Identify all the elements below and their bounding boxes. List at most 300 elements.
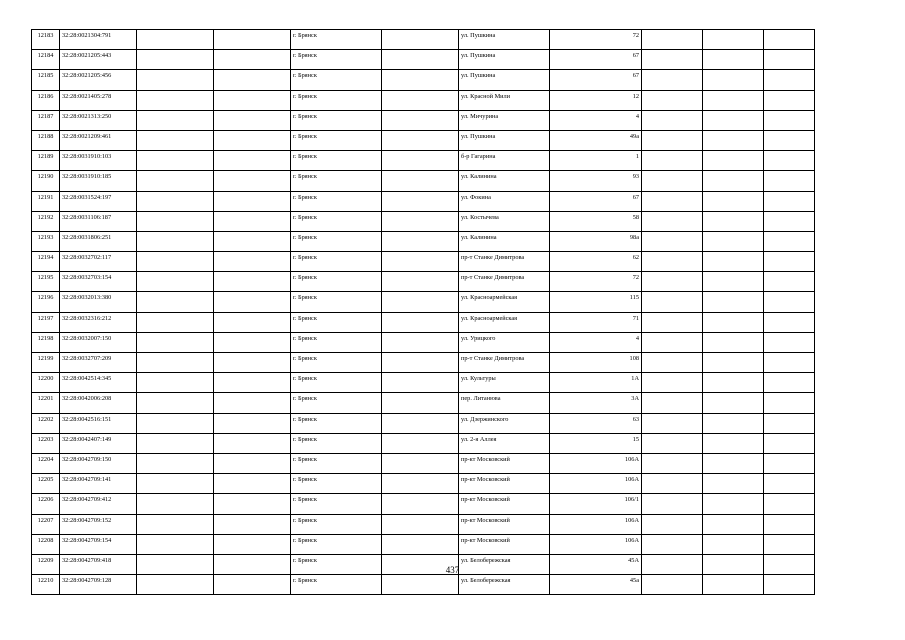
row-number-cell: 12194 (32, 252, 60, 272)
table-row (32, 151, 815, 171)
row-number-cell: 12185 (32, 70, 60, 90)
street-cell: ул. Урицкого (459, 332, 550, 352)
row-number-cell: 12196 (32, 292, 60, 312)
empty-cell (214, 312, 291, 332)
empty-cell (764, 494, 815, 514)
city-cell: г. Брянск (291, 413, 382, 433)
empty-cell (703, 453, 764, 473)
city-cell: г. Брянск (291, 433, 382, 453)
empty-cell (137, 453, 214, 473)
table-row (32, 393, 815, 413)
empty-cell (764, 474, 815, 494)
table-row (32, 575, 815, 595)
cadastral-number-cell: 32:28:0021313:250 (60, 110, 137, 130)
cadastral-number-cell: 32:28:0042006:208 (60, 393, 137, 413)
empty-cell (642, 393, 703, 413)
street-cell: пер. Литанюва (459, 393, 550, 413)
empty-cell (214, 474, 291, 494)
city-cell: г. Брянск (291, 30, 382, 50)
row-number-cell: 12198 (32, 332, 60, 352)
row-number-cell: 12210 (32, 575, 60, 595)
city-cell: г. Брянск (291, 70, 382, 90)
house-number-cell: 98а (550, 231, 642, 251)
empty-cell (382, 312, 459, 332)
empty-cell (214, 110, 291, 130)
empty-cell (703, 252, 764, 272)
cadastral-number-cell: 32:28:0042709:150 (60, 453, 137, 473)
street-cell: б-р Гагарина (459, 151, 550, 171)
city-cell: г. Брянск (291, 393, 382, 413)
cadastral-number-cell: 32:28:0031806:251 (60, 231, 137, 251)
empty-cell (764, 231, 815, 251)
cadastral-number-cell: 32:28:0042709:152 (60, 514, 137, 534)
empty-cell (137, 514, 214, 534)
empty-cell (214, 575, 291, 595)
cadastral-number-cell: 32:28:0021205:456 (60, 70, 137, 90)
cadastral-number-cell: 32:28:0042709:128 (60, 575, 137, 595)
empty-cell (382, 433, 459, 453)
row-number-cell: 12192 (32, 211, 60, 231)
empty-cell (137, 575, 214, 595)
empty-cell (703, 413, 764, 433)
empty-cell (642, 191, 703, 211)
empty-cell (764, 353, 815, 373)
empty-cell (137, 272, 214, 292)
empty-cell (137, 534, 214, 554)
empty-cell (703, 494, 764, 514)
empty-cell (214, 413, 291, 433)
empty-cell (137, 231, 214, 251)
table-row (32, 514, 815, 534)
city-cell: г. Брянск (291, 494, 382, 514)
table-row (32, 312, 815, 332)
empty-cell (382, 211, 459, 231)
empty-cell (137, 312, 214, 332)
empty-cell (137, 171, 214, 191)
table-row (32, 191, 815, 211)
empty-cell (703, 90, 764, 110)
street-cell: ул. Красной Мили (459, 90, 550, 110)
empty-cell (137, 70, 214, 90)
cadastral-number-cell: 32:28:0042709:418 (60, 554, 137, 574)
row-number-cell: 12203 (32, 433, 60, 453)
cadastral-number-cell: 32:28:0021205:443 (60, 50, 137, 70)
cadastral-number-cell: 32:28:0031910:185 (60, 171, 137, 191)
empty-cell (642, 130, 703, 150)
empty-cell (382, 171, 459, 191)
table-row (32, 211, 815, 231)
empty-cell (642, 312, 703, 332)
street-cell: ул. Пушкина (459, 70, 550, 90)
row-number-cell: 12205 (32, 474, 60, 494)
house-number-cell: 106А (550, 474, 642, 494)
empty-cell (214, 393, 291, 413)
street-cell: ул. Пушкина (459, 30, 550, 50)
house-number-cell: 67 (550, 191, 642, 211)
table-row (32, 30, 815, 50)
city-cell: г. Брянск (291, 514, 382, 534)
row-number-cell: 12195 (32, 272, 60, 292)
empty-cell (764, 191, 815, 211)
cadastral-number-cell: 32:28:0021209:461 (60, 130, 137, 150)
row-number-cell: 12190 (32, 171, 60, 191)
empty-cell (137, 90, 214, 110)
city-cell: г. Брянск (291, 534, 382, 554)
table-row (32, 534, 815, 554)
cadastral-number-cell: 32:28:0031106:187 (60, 211, 137, 231)
empty-cell (642, 252, 703, 272)
house-number-cell: 108 (550, 353, 642, 373)
cadastral-number-cell: 32:28:0032703:154 (60, 272, 137, 292)
cadastral-number-cell: 32:28:0042709:141 (60, 474, 137, 494)
row-number-cell: 12184 (32, 50, 60, 70)
empty-cell (137, 433, 214, 453)
house-number-cell: 45А (550, 554, 642, 574)
empty-cell (642, 211, 703, 231)
empty-cell (214, 514, 291, 534)
empty-cell (137, 110, 214, 130)
house-number-cell: 15 (550, 433, 642, 453)
empty-cell (703, 292, 764, 312)
empty-cell (214, 90, 291, 110)
street-cell: пр-т Станке Димитрова (459, 252, 550, 272)
city-cell: г. Брянск (291, 50, 382, 70)
empty-cell (703, 433, 764, 453)
row-number-cell: 12201 (32, 393, 60, 413)
empty-cell (382, 70, 459, 90)
street-cell: ул. Красноармейская (459, 312, 550, 332)
empty-cell (764, 252, 815, 272)
city-cell: г. Брянск (291, 191, 382, 211)
empty-cell (382, 252, 459, 272)
empty-cell (703, 575, 764, 595)
registry-table (31, 29, 815, 595)
cadastral-number-cell: 32:28:0042514:345 (60, 373, 137, 393)
empty-cell (382, 514, 459, 534)
house-number-cell: 1А (550, 373, 642, 393)
empty-cell (764, 90, 815, 110)
empty-cell (137, 413, 214, 433)
row-number-cell: 12208 (32, 534, 60, 554)
empty-cell (764, 272, 815, 292)
row-number-cell: 12193 (32, 231, 60, 251)
street-cell: ул. Мичурина (459, 110, 550, 130)
house-number-cell: 106А (550, 453, 642, 473)
empty-cell (764, 332, 815, 352)
empty-cell (214, 50, 291, 70)
empty-cell (137, 494, 214, 514)
empty-cell (764, 130, 815, 150)
row-number-cell: 12204 (32, 453, 60, 473)
empty-cell (642, 494, 703, 514)
empty-cell (137, 474, 214, 494)
empty-cell (703, 272, 764, 292)
cadastral-number-cell: 32:28:0032702:117 (60, 252, 137, 272)
empty-cell (382, 453, 459, 473)
empty-cell (642, 514, 703, 534)
city-cell: г. Брянск (291, 474, 382, 494)
row-number-cell: 12186 (32, 90, 60, 110)
empty-cell (764, 393, 815, 413)
house-number-cell: 106А (550, 534, 642, 554)
table-body (32, 30, 815, 595)
house-number-cell: 72 (550, 30, 642, 50)
house-number-cell: 4 (550, 110, 642, 130)
street-cell: пр-кт Московский (459, 494, 550, 514)
empty-cell (214, 30, 291, 50)
house-number-cell: 58 (550, 211, 642, 231)
empty-cell (764, 575, 815, 595)
empty-cell (764, 373, 815, 393)
city-cell: г. Брянск (291, 231, 382, 251)
empty-cell (382, 413, 459, 433)
empty-cell (764, 534, 815, 554)
table-row (32, 332, 815, 352)
empty-cell (382, 272, 459, 292)
empty-cell (703, 474, 764, 494)
table-row (32, 90, 815, 110)
empty-cell (214, 494, 291, 514)
empty-cell (642, 373, 703, 393)
empty-cell (137, 191, 214, 211)
empty-cell (764, 433, 815, 453)
empty-cell (137, 292, 214, 312)
row-number-cell: 12187 (32, 110, 60, 130)
empty-cell (764, 514, 815, 534)
city-cell: г. Брянск (291, 353, 382, 373)
empty-cell (214, 231, 291, 251)
empty-cell (642, 70, 703, 90)
table-row (32, 292, 815, 312)
empty-cell (703, 70, 764, 90)
house-number-cell: 63 (550, 413, 642, 433)
empty-cell (703, 332, 764, 352)
row-number-cell: 12197 (32, 312, 60, 332)
city-cell: г. Брянск (291, 312, 382, 332)
row-number-cell: 12188 (32, 130, 60, 150)
street-cell: пр-кт Московский (459, 514, 550, 534)
cadastral-number-cell: 32:28:0042709:154 (60, 534, 137, 554)
city-cell: г. Брянск (291, 110, 382, 130)
empty-cell (703, 231, 764, 251)
empty-cell (382, 151, 459, 171)
street-cell: ул. Красноармейская (459, 292, 550, 312)
empty-cell (382, 353, 459, 373)
empty-cell (214, 433, 291, 453)
empty-cell (642, 272, 703, 292)
cadastral-number-cell: 32:28:0021304:791 (60, 30, 137, 50)
empty-cell (382, 130, 459, 150)
empty-cell (642, 171, 703, 191)
empty-cell (764, 110, 815, 130)
empty-cell (214, 171, 291, 191)
row-number-cell: 12189 (32, 151, 60, 171)
empty-cell (703, 514, 764, 534)
city-cell: г. Брянск (291, 554, 382, 574)
empty-cell (382, 393, 459, 413)
empty-cell (382, 90, 459, 110)
table-row (32, 474, 815, 494)
city-cell: г. Брянск (291, 292, 382, 312)
empty-cell (642, 534, 703, 554)
table-row (32, 171, 815, 191)
empty-cell (214, 453, 291, 473)
empty-cell (382, 494, 459, 514)
empty-cell (764, 50, 815, 70)
cadastral-number-cell: 32:28:0042709:412 (60, 494, 137, 514)
house-number-cell: 1 (550, 151, 642, 171)
empty-cell (137, 130, 214, 150)
house-number-cell: 45а (550, 575, 642, 595)
row-number-cell: 12200 (32, 373, 60, 393)
cadastral-number-cell: 32:28:0042407:149 (60, 433, 137, 453)
empty-cell (382, 575, 459, 595)
empty-cell (703, 393, 764, 413)
house-number-cell: 3А (550, 393, 642, 413)
street-cell: ул. Белобережская (459, 575, 550, 595)
empty-cell (703, 110, 764, 130)
empty-cell (703, 312, 764, 332)
empty-cell (703, 151, 764, 171)
empty-cell (764, 211, 815, 231)
city-cell: г. Брянск (291, 332, 382, 352)
table-row (32, 130, 815, 150)
empty-cell (382, 110, 459, 130)
house-number-cell: 12 (550, 90, 642, 110)
table-row (32, 494, 815, 514)
street-cell: пр-кт Московский (459, 474, 550, 494)
empty-cell (703, 353, 764, 373)
city-cell: г. Брянск (291, 453, 382, 473)
empty-cell (382, 534, 459, 554)
empty-cell (703, 30, 764, 50)
city-cell: г. Брянск (291, 272, 382, 292)
empty-cell (214, 211, 291, 231)
city-cell: г. Брянск (291, 373, 382, 393)
empty-cell (764, 453, 815, 473)
row-number-cell: 12209 (32, 554, 60, 574)
empty-cell (642, 413, 703, 433)
street-cell: пр-т Станке Димитрова (459, 353, 550, 373)
street-cell: ул. Культуры (459, 373, 550, 393)
empty-cell (642, 353, 703, 373)
empty-cell (642, 453, 703, 473)
house-number-cell: 67 (550, 70, 642, 90)
empty-cell (642, 575, 703, 595)
table-row (32, 70, 815, 90)
empty-cell (214, 292, 291, 312)
city-cell: г. Брянск (291, 211, 382, 231)
empty-cell (137, 353, 214, 373)
empty-cell (137, 393, 214, 413)
empty-cell (214, 534, 291, 554)
empty-cell (137, 151, 214, 171)
house-number-cell: 93 (550, 171, 642, 191)
empty-cell (214, 130, 291, 150)
empty-cell (214, 191, 291, 211)
empty-cell (703, 171, 764, 191)
row-number-cell: 12199 (32, 353, 60, 373)
empty-cell (214, 252, 291, 272)
empty-cell (642, 231, 703, 251)
empty-cell (214, 272, 291, 292)
empty-cell (764, 30, 815, 50)
empty-cell (137, 211, 214, 231)
empty-cell (764, 292, 815, 312)
empty-cell (764, 413, 815, 433)
empty-cell (137, 252, 214, 272)
street-cell: ул. Калинина (459, 231, 550, 251)
empty-cell (764, 312, 815, 332)
empty-cell (382, 474, 459, 494)
house-number-cell: 4 (550, 332, 642, 352)
empty-cell (642, 292, 703, 312)
empty-cell (764, 171, 815, 191)
row-number-cell: 12207 (32, 514, 60, 534)
table-row (32, 252, 815, 272)
table-row (32, 433, 815, 453)
empty-cell (703, 373, 764, 393)
table-row (32, 50, 815, 70)
house-number-cell: 106/1 (550, 494, 642, 514)
house-number-cell: 49а (550, 130, 642, 150)
street-cell: ул. Калинина (459, 171, 550, 191)
house-number-cell: 72 (550, 272, 642, 292)
empty-cell (137, 373, 214, 393)
page-number: 437 (445, 565, 460, 575)
street-cell: ул. Костычева (459, 211, 550, 231)
empty-cell (642, 30, 703, 50)
house-number-cell: 106А (550, 514, 642, 534)
city-cell: г. Брянск (291, 130, 382, 150)
street-cell: ул. Белобережская (459, 554, 550, 574)
house-number-cell: 67 (550, 50, 642, 70)
empty-cell (703, 191, 764, 211)
table-row (32, 110, 815, 130)
cadastral-number-cell: 32:28:0032316:212 (60, 312, 137, 332)
row-number-cell: 12191 (32, 191, 60, 211)
empty-cell (703, 211, 764, 231)
cadastral-number-cell: 32:28:0021405:278 (60, 90, 137, 110)
empty-cell (382, 30, 459, 50)
cadastral-number-cell: 32:28:0032007:150 (60, 332, 137, 352)
empty-cell (764, 70, 815, 90)
empty-cell (214, 353, 291, 373)
cadastral-number-cell: 32:28:0042516:151 (60, 413, 137, 433)
empty-cell (642, 90, 703, 110)
street-cell: пр-кт Московский (459, 534, 550, 554)
empty-cell (382, 373, 459, 393)
city-cell: г. Брянск (291, 171, 382, 191)
street-cell: ул. Фокина (459, 191, 550, 211)
city-cell: г. Брянск (291, 575, 382, 595)
table-row (32, 373, 815, 393)
table-row (32, 453, 815, 473)
house-number-cell: 115 (550, 292, 642, 312)
street-cell: ул. Пушкина (459, 50, 550, 70)
cadastral-number-cell: 32:28:0031524:197 (60, 191, 137, 211)
empty-cell (642, 50, 703, 70)
city-cell: г. Брянск (291, 151, 382, 171)
street-cell: ул. Пушкина (459, 130, 550, 150)
empty-cell (137, 30, 214, 50)
empty-cell (214, 151, 291, 171)
street-cell: пр-кт Московский (459, 453, 550, 473)
city-cell: г. Брянск (291, 252, 382, 272)
row-number-cell: 12183 (32, 30, 60, 50)
cadastral-number-cell: 32:28:0032707:209 (60, 353, 137, 373)
empty-cell (703, 534, 764, 554)
